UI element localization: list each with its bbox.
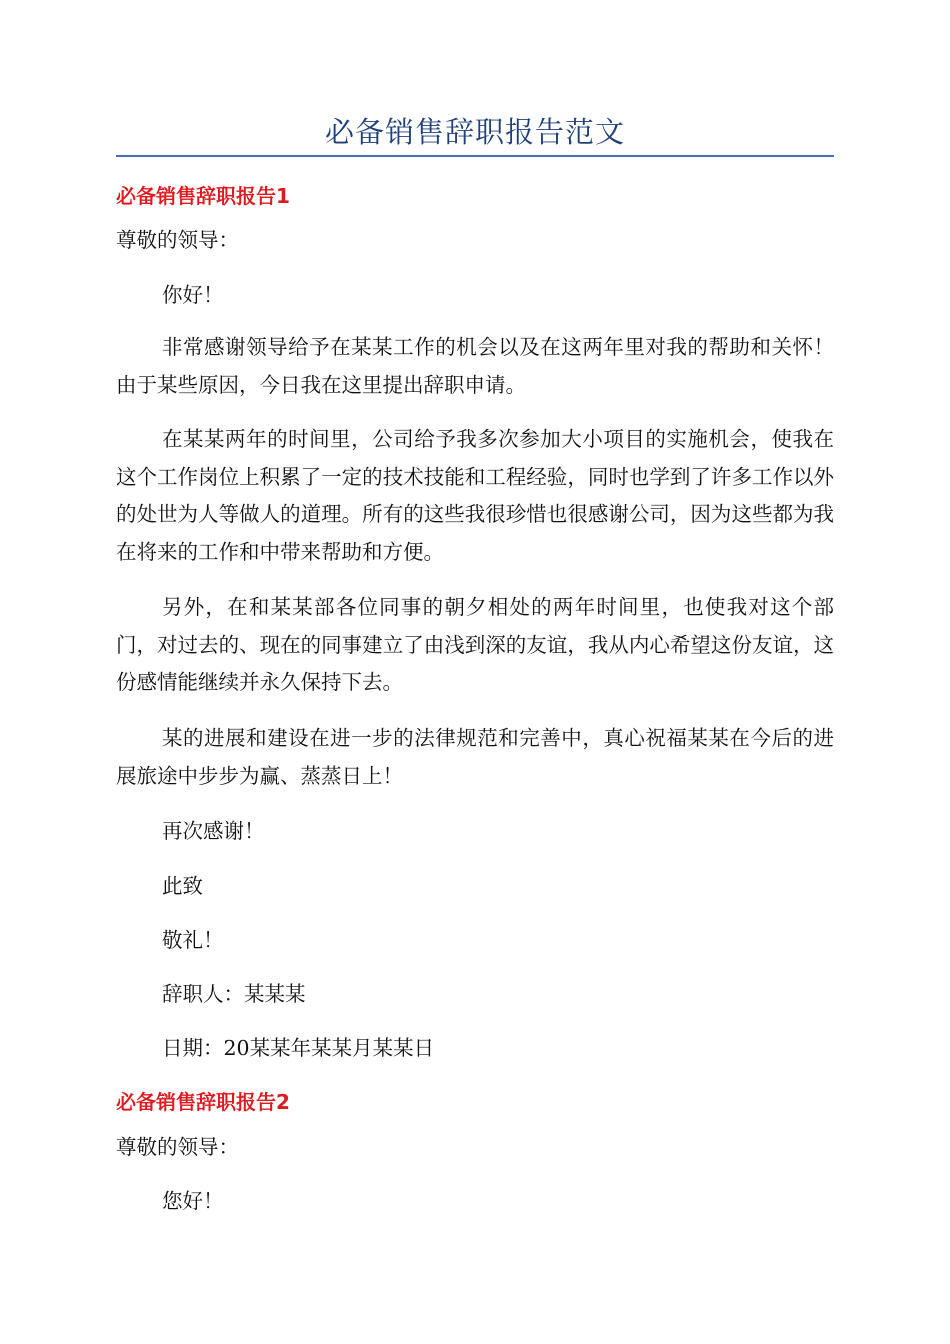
date-line: 日期：20某某年某某月某某日: [162, 1036, 435, 1060]
document-title: 必备销售辞职报告范文: [324, 115, 625, 149]
title-underline: [116, 155, 834, 157]
body-paragraph-2: 在某某两年的时间里，公司给予我多次参加大小项目的实施机会，使我在这个工作岗位上积累了一定的技术技能和工程经验，同时也学到了许多工作以外的处世为人等做人的道理。所有的这些我很珍惜也很感谢公司，因为这些都为我在将来的工作和中带来帮助和方便。: [116, 427, 834, 564]
greeting-2: 您好！: [162, 1189, 224, 1213]
section-heading-2: 必备销售辞职报告2: [116, 1090, 290, 1114]
greeting-1: 你好！: [162, 283, 224, 307]
closing-line-1: 此致: [162, 874, 203, 898]
salutation-2: 尊敬的领导：: [116, 1135, 239, 1159]
closing-line-2: 敬礼！: [162, 928, 224, 952]
body-paragraph-1: 非常感谢领导给予在某某工作的机会以及在这两年里对我的帮助和关怀！由于某些原因，今日我在这里提出辞职申请。: [116, 335, 834, 397]
thanks-line: 再次感谢！: [162, 819, 265, 843]
signer-line: 辞职人：某某某: [162, 982, 306, 1006]
section-heading-1: 必备销售辞职报告1: [116, 184, 290, 208]
body-paragraph-4: 某的进展和建设在进一步的法律规范和完善中，真心祝福某某在今后的进展旅途中步步为赢、蒸蒸日上！: [116, 726, 834, 788]
salutation-1: 尊敬的领导：: [116, 228, 239, 252]
body-paragraph-3: 另外，在和某某部各位同事的朝夕相处的两年时间里，也使我对这个部门，对过去的、现在的同事建立了由浅到深的友谊，我从内心希望这份友谊，这份感情能继续并永久保持下去。: [116, 595, 834, 694]
